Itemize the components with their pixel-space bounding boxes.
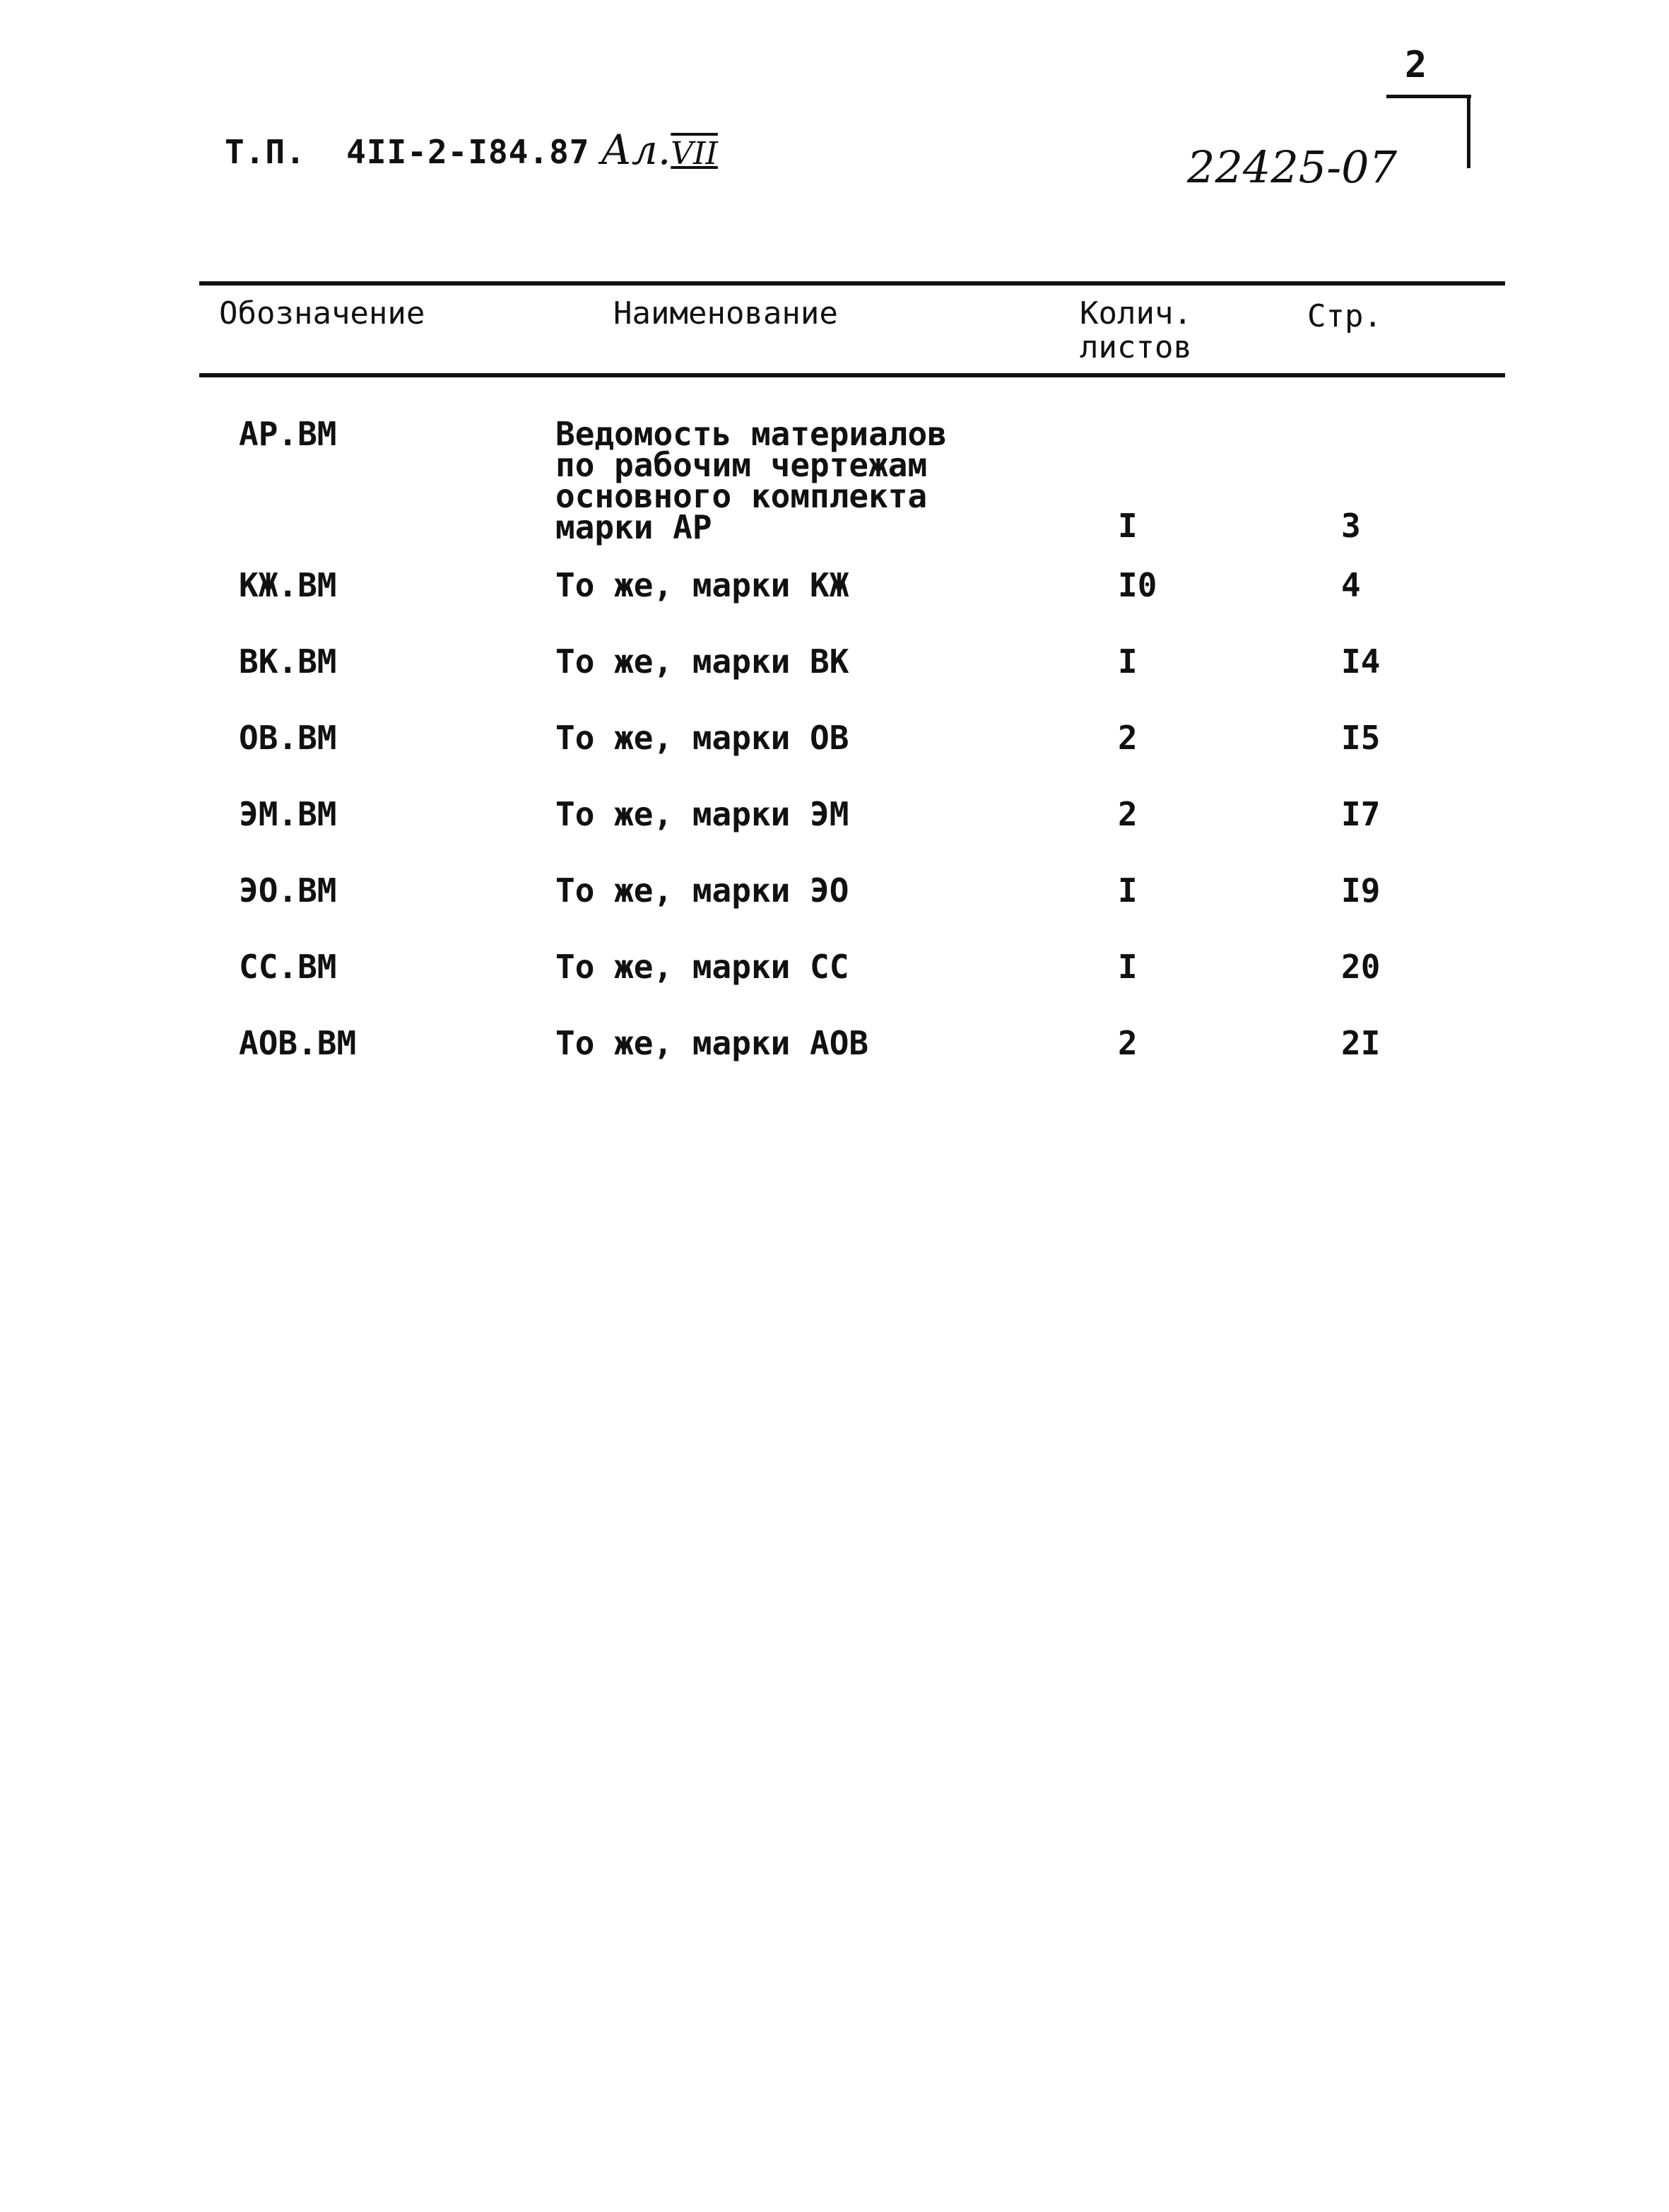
album-label [601, 126, 718, 174]
page-number: 2 [1405, 44, 1427, 86]
row-page: I5 [1341, 719, 1381, 757]
row-sheet-count: 2 [1118, 719, 1138, 757]
row-name: То же, марки ЭО [555, 871, 849, 910]
album-number: VII [671, 136, 718, 172]
header-page: Стр. [1307, 298, 1382, 334]
row-sheet-count: I [1118, 871, 1138, 910]
row-sheet-count: I0 [1118, 566, 1157, 604]
inventory-number: 22425-07 [1187, 141, 1398, 193]
row-page: 20 [1341, 948, 1381, 986]
table-top-rule [199, 281, 1505, 286]
row-designation: ЭМ.ВМ [239, 795, 337, 833]
header-designation: Обозначение [219, 295, 425, 331]
row-page: 2I [1341, 1024, 1381, 1062]
row-sheet-count: 2 [1118, 1024, 1138, 1062]
row-designation: АР.ВМ [239, 415, 337, 453]
row-name: То же, марки СС [555, 948, 849, 986]
row-name: То же, марки АОВ [555, 1024, 869, 1062]
document-code: Т.П. 4II-2-I84.87 [225, 133, 590, 171]
row-page: I4 [1341, 642, 1381, 681]
header-sheet-count: Колич. листов [1080, 295, 1192, 365]
album-label-text: Ал. [601, 126, 671, 174]
row-name: То же, марки ВК [555, 642, 849, 681]
corner-mark-vertical [1467, 95, 1470, 168]
row-page: 3 [1341, 507, 1361, 545]
row-page: I7 [1341, 795, 1381, 833]
row-designation: АОВ.ВМ [239, 1024, 357, 1062]
corner-mark-horizontal [1386, 95, 1471, 98]
row-designation: КЖ.ВМ [239, 566, 337, 604]
header-name: Наименование [613, 295, 838, 331]
row-sheet-count: I [1118, 642, 1138, 681]
row-sheet-count: 2 [1118, 795, 1138, 833]
row-designation: ЭО.ВМ [239, 871, 337, 910]
row-name: То же, марки ЭМ [555, 795, 849, 833]
row-sheet-count: I [1118, 948, 1138, 986]
row-name: То же, марки КЖ [555, 566, 849, 604]
row-name: Ведомость материалов по рабочим чертежам основного комплекта марки АР [555, 415, 947, 546]
row-sheet-count: I [1118, 507, 1138, 545]
row-page: 4 [1341, 566, 1361, 604]
row-page: I9 [1341, 871, 1381, 910]
row-designation: СС.ВМ [239, 948, 337, 986]
row-name: То же, марки ОВ [555, 719, 849, 757]
row-designation: ОВ.ВМ [239, 719, 337, 757]
row-designation: ВК.ВМ [239, 642, 337, 681]
table-header-rule [199, 373, 1505, 377]
